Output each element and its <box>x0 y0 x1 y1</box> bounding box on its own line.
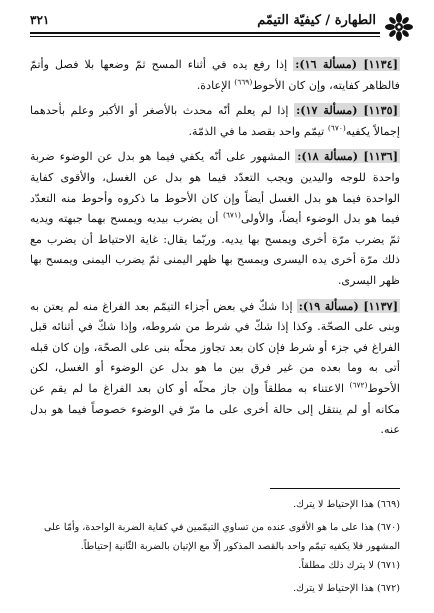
issue-number: [١١٣٥] (مسألة ١٧): <box>296 103 398 118</box>
footnote-number: (٦٧٠) <box>377 522 400 533</box>
footnote-text: هذا الإحتياط لا يترك. <box>293 499 378 510</box>
main-text <box>30 54 400 445</box>
footnote-ref[interactable]: (٦٧٠) <box>327 123 346 133</box>
paragraph-text: أن يضرب بيديه ويمسح بهما جبهته ويديه ثمّ يضرب مرّة أخرى ويمسح بها يديه. وربّما يقال: غاية الاحتياط أن يضرب مع ذلك مرّة أخرى يده اليسرى ويمسح بها ظهر اليمنى ثمّ يضرب اليمنى ويمسح بها ظهر اليسرى. <box>30 212 400 287</box>
paragraph-text: إذا رفع يده في أثناء المسح ثمّ وضعها بلا فصل وأتمّ فالظاهر كفايته، وإن كان الأحوط <box>30 58 400 92</box>
footnote-669 <box>30 495 400 514</box>
footnote-672 <box>30 579 400 598</box>
paragraph-1136 <box>30 146 400 291</box>
footnote-ref[interactable]: (٦٦٩) <box>234 76 253 86</box>
running-title: الطهارة / كيفيّة التيمّم <box>251 13 376 28</box>
paragraph-1134 <box>30 54 400 96</box>
paragraph-text: إذا شكّ في بعض أجزاء التيمّم بعد الفراغ منه لم يعتن به وبنى على الصحّة. وكذا إذا شكّ في شرط من شروطه، وإذا شكّ في أثنائه قبل الفراغ في جزء أو شرط فإن كان بعد تجاوز محلّه بنى على الصحّة، وإن كان قبله أتى به وما بعده من غير فرق بين ما هو بدل عن الوضوء أو الغسل، لكن الأحوط <box>30 299 400 395</box>
footnote-text: لا يترك ذلك مطلقاً. <box>298 560 378 571</box>
footnote-number: (٦٦٩) <box>377 499 400 510</box>
paragraph-text: الإعادة. <box>196 78 235 92</box>
footnotes <box>30 488 400 598</box>
paragraph-text: تيمّم واحد بقصد ما في الذمّة. <box>188 124 328 138</box>
footnote-670 <box>30 518 400 556</box>
issue-number: [١١٣٤] (مسألة ١٦): <box>295 57 398 71</box>
footnote-text: هذا على ما هو الأقوى عنده من تساوي التيمّمين في كفاية الضربة الواحدة، وأمّا على المشهور فلا يكفيه تيمّم واحد بالقصد المذكور إلّا مع الإتيان بالضربة الثّانية إحتياطاً. <box>43 522 400 552</box>
footnote-number: (٦٧٢) <box>377 583 400 594</box>
paragraph-1137 <box>30 296 400 441</box>
issue-number: [١١٣٧] (مسألة ١٩): <box>298 298 398 313</box>
footnote-text: هذا الإحتياط لا يترك. <box>293 583 378 594</box>
page-number: ٣٢١ <box>30 13 53 27</box>
header-rule-thin <box>30 36 380 37</box>
paragraph-text: المشهور على أنّه يكفي فيما هو بدل عن الوضوء ضربة واحدة للوجه واليدين ويجب التعدّد فيما هو بدل عن الغسل، والأقوى كفاية الواحدة فيما هو بدل الغسل أيضاً وإن كان الأحوط ما ذكروه وأحوط منه التعدّد فيما هو بدل الوضوء أيضاً، والأولى <box>30 150 400 226</box>
footnote-number: (٦٧١) <box>377 560 400 571</box>
footnote-ref[interactable]: (٦٧١) <box>222 210 241 220</box>
header-rule <box>30 32 380 34</box>
footnote-671 <box>30 556 400 575</box>
flower-ornament-icon <box>384 12 414 42</box>
page-header <box>30 12 410 42</box>
issue-number: [١١٣٦] (مسألة ١٨): <box>297 149 398 164</box>
paragraph-text: إذا لم يعلم أنّه محدث بالأصغر أو الأكبر وعلم بأحدهما إجمالاً يكفيه <box>30 104 400 138</box>
paragraph-1135 <box>30 100 400 142</box>
paragraph-text: الاعتناء به مطلقاً وإن جاز محلّه أو كان بعد الفراغ ما لم يقم عن مكانه أو لم ينتقل إلى حالة أخرى على ما مرّ في الوضوء خصوصاً فيما هو بدل عنه. <box>30 381 400 437</box>
footnote-ref[interactable]: (٦٧٢) <box>349 380 368 390</box>
footnote-divider <box>270 488 400 489</box>
